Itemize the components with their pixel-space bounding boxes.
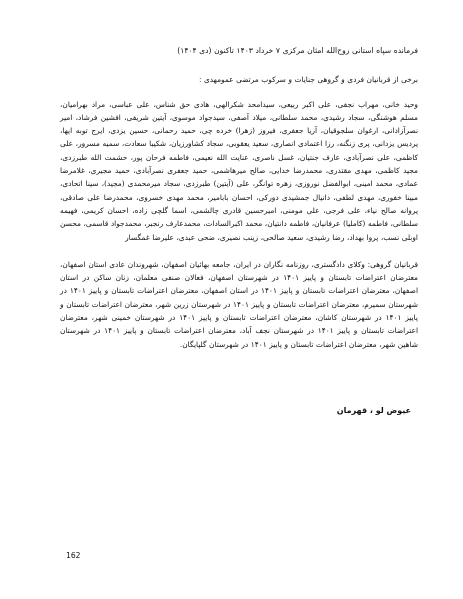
- page-heading: فرمانده سپاه استانی روح‌الله امثان مرکزی ۷ خرداد ۱۴۰۳ تاکنون (دی ۱۴۰۴): [177, 46, 418, 55]
- paragraph-group-victims: قربانیان گروهی: وکلای دادگستری، روزنامه نگاران در ایران، جامعه بهائیان اصفهان، شهروندان عادی استان اصفهان، معترضان اعتراضات تابستان و پاییز ۱۴۰۱ در شهرستان اصفهان، فعالان صنفی معلمان، زنان ساکن در استان اصفهان، معترضان اعتراضات تابستان و پاییز ۱۴۰۱ در استان اصفهان، معترضان اعتراضات تابستان و پاییز ۱۴۰۱ در شهرستان سمیرم، معترضان اعتراضات تابستان و پاییز ۱۴۰۱ در شهرستان زرین شهر، معترضان اعتراضات تابستان و پاییز ۱۴۰۱ در شهرستان کاشان، معترضان اعتراضات تابستان و پاییز ۱۴۰۱ در شهرستان خمینی شهر، معترضان اعتراضات تابستان و پاییز ۱۴۰۱ در شهرستان نجف آباد، معترضان اعتراضات تابستان و پاییز ۱۴۰۱ در شهرستان شاهین شهر، معترضان اعتراضات تابستان و پاییز ۱۴۰۱ در شهرستان گلپایگان.: [60, 259, 419, 349]
- paragraph-individual-victims: وحید خانی، مهراب نجفی، علی اکبر ربیعی، سیدامحد شکرالهی، هادی حق شناس، علی عباسی، مراد بهرامیان، مسلم هوشنگی، سجاد رشیدی، محمد سلطانی، میلاد آصفی، سیدجواد موسوی، آیتین شریفی، افشین فرشاد، امیر نصرآزادانی، ارغوان سلجوقیان، آریا جعفری، فیروز (زهرا) خرده چی، حمید رحمانی، حسین یزدی، ایرج توبه ایها، پردیس یزدانی، پری زنگنه، رزا اعتمادی انصاری، سعید یعقوبی، سجاد کشاورزیان، شکیبا سعادت، سمیه مسرور، علی کاظمی، علی نصرآبادی، عارف جنتیان، غسل ناصری، عنایت الله نعیمی، فاطمه فرحان پور، حشمت الله طبرزدی، مجید کاظمی، مهدی مقتدری، محمدرضا خدایی، صالح میرهاشمی، حمید جعفری نصرآبادی، حمید مجیری، غلامرضا عمادی، محمد امینی، ابوالفضل نوروزی، زهره توانگر، علی (آیتین) طبرزدی، سجاد میرمحمدی (مجید)، سینا اتحادی، مبینا خفوری، مهدی لطفی، دانیال جمشیدی دورکی، احسان بابامیر، محمد مهدی خسروی، محمدرضا علی صادقی، پروانه صالح نیاء، علی فرجی، علی مومنی، امیرحسین قادری چالشمی، اسما گلچی زاده، احسان کریمی، فهیمه سلطانی، فاطمه (کاملیا) عرفانیان، فاطمه دانتیان، محمد اکبرالسادات، محمدعارف رنجبر، محمدجواد قاسمی، محسن اوبلی نسب، پروا بهداد، رضا رشیدی، سعید صالحی، زینب نصیری، ضحی عبدی، علیرضا غمگسار: [60, 99, 418, 242]
- author-signature: عیوض لو ، قهرمان: [336, 406, 411, 415]
- document-body: [60, 44, 418, 351]
- page-number: 162: [66, 551, 81, 560]
- paragraph-intro: برخی از قربانیان فردی و گروهی جنایات و سرکوب مرتضی عمومهدی :: [198, 75, 418, 85]
